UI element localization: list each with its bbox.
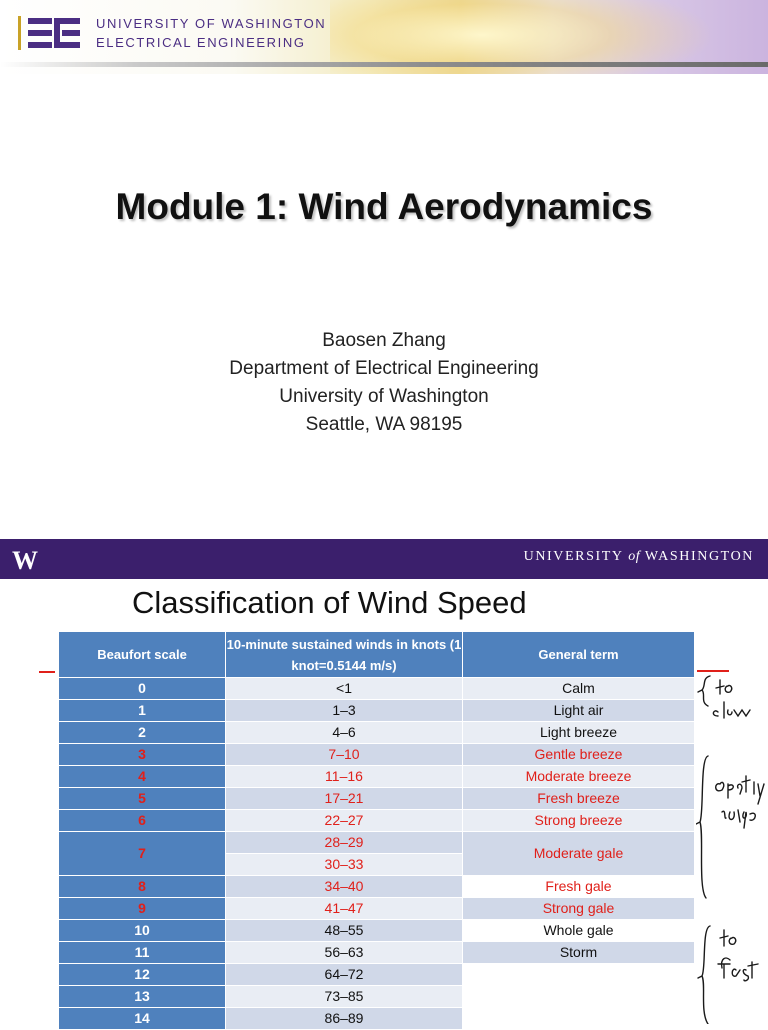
table-row [59, 898, 695, 920]
term-cell: Fresh gale [463, 876, 695, 898]
table-row [59, 788, 695, 810]
beaufort-cell: 13 [59, 986, 226, 1008]
knots-cell: 22–27 [226, 810, 463, 832]
knots-cell: 73–85 [226, 986, 463, 1008]
knots-cell: 64–72 [226, 964, 463, 986]
slide2-title: Classification of Wind Speed [132, 585, 527, 620]
header-beaufort: Beaufort scale [59, 632, 226, 678]
term-cell: Whole gale [463, 920, 695, 942]
table-row [59, 810, 695, 832]
table-row [59, 766, 695, 788]
header-knots: 10-minute sustained winds in knots (1 knot=0.5144 m/s) [226, 632, 463, 678]
table-header-row [59, 632, 695, 678]
scribble-too-slow [713, 680, 750, 718]
table-row [59, 920, 695, 942]
beaufort-cell: 1 [59, 700, 226, 722]
term-cell: Gentle breeze [463, 744, 695, 766]
knots-cell: 34–40 [226, 876, 463, 898]
beaufort-cell: 7 [59, 832, 226, 876]
term-cell: Fresh breeze [463, 788, 695, 810]
author-department: Department of Electrical Engineering [229, 358, 539, 379]
beaufort-cell: 6 [59, 810, 226, 832]
beaufort-cell: 14 [59, 1008, 226, 1030]
knots-cell: 28–29 [226, 832, 463, 854]
knots-cell: 1–3 [226, 700, 463, 722]
red-marker-left [39, 671, 55, 673]
ee-logo-icon [18, 14, 88, 52]
table-row [59, 964, 695, 986]
beaufort-cell: 12 [59, 964, 226, 986]
header-text [96, 14, 326, 52]
knots-cell: 86–89 [226, 1008, 463, 1030]
beaufort-cell: 5 [59, 788, 226, 810]
knots-cell: 48–55 [226, 920, 463, 942]
author-university: University of Washington [279, 386, 489, 407]
beaufort-cell: 0 [59, 678, 226, 700]
author-name: Baosen Zhang [322, 330, 446, 351]
brace-too-slow [698, 676, 710, 706]
header-rule [0, 62, 768, 67]
beaufort-cell: 9 [59, 898, 226, 920]
term-cell: Calm [463, 678, 695, 700]
beaufort-cell: 2 [59, 722, 226, 744]
header-line-2: ELECTRICAL ENGINEERING [96, 35, 306, 50]
author-block [0, 327, 768, 439]
wordmark-of: of [628, 549, 641, 564]
table-row [59, 678, 695, 700]
brace-operating-range [696, 756, 708, 898]
wordmark-pre: UNIVERSITY [523, 549, 629, 564]
wordmark-post: WASHINGTON [640, 549, 754, 564]
table-row [59, 744, 695, 766]
term-cell: Storm [463, 942, 695, 964]
knots-cell: 56–63 [226, 942, 463, 964]
knots-cell: 41–47 [226, 898, 463, 920]
scribble-operating-range [716, 776, 764, 828]
knots-cell: 4–6 [226, 722, 463, 744]
scribble-too-fast [718, 930, 758, 981]
term-cell: Moderate gale [463, 832, 695, 876]
table-row [59, 700, 695, 722]
uw-w-logo-icon: W [12, 546, 36, 575]
author-location: Seattle, WA 98195 [305, 414, 463, 435]
table-row [59, 942, 695, 964]
term-cell: Strong gale [463, 898, 695, 920]
wind-speed-table [58, 631, 695, 1030]
beaufort-cell: 10 [59, 920, 226, 942]
beaufort-cell: 8 [59, 876, 226, 898]
handwritten-annotations [696, 672, 768, 1024]
table-row [59, 722, 695, 744]
term-cell: Moderate breeze [463, 766, 695, 788]
term-cell: Light breeze [463, 722, 695, 744]
knots-cell: <1 [226, 678, 463, 700]
header-line-1: UNIVERSITY OF WASHINGTON [96, 16, 327, 31]
slide-title: Module 1: Wind Aerodynamics [115, 186, 653, 227]
beaufort-cell: 4 [59, 766, 226, 788]
uw-wordmark [524, 549, 754, 565]
knots-cell: 30–33 [226, 854, 463, 876]
beaufort-cell: 3 [59, 744, 226, 766]
knots-cell: 7–10 [226, 744, 463, 766]
brace-too-fast [698, 926, 710, 1024]
term-cell: Strong breeze [463, 810, 695, 832]
beaufort-cell: 11 [59, 942, 226, 964]
table-row [59, 832, 695, 854]
knots-cell: 17–21 [226, 788, 463, 810]
header-term: General term [463, 632, 695, 678]
term-cell [463, 964, 695, 1030]
knots-cell: 11–16 [226, 766, 463, 788]
term-cell: Light air [463, 700, 695, 722]
table-row [59, 876, 695, 898]
